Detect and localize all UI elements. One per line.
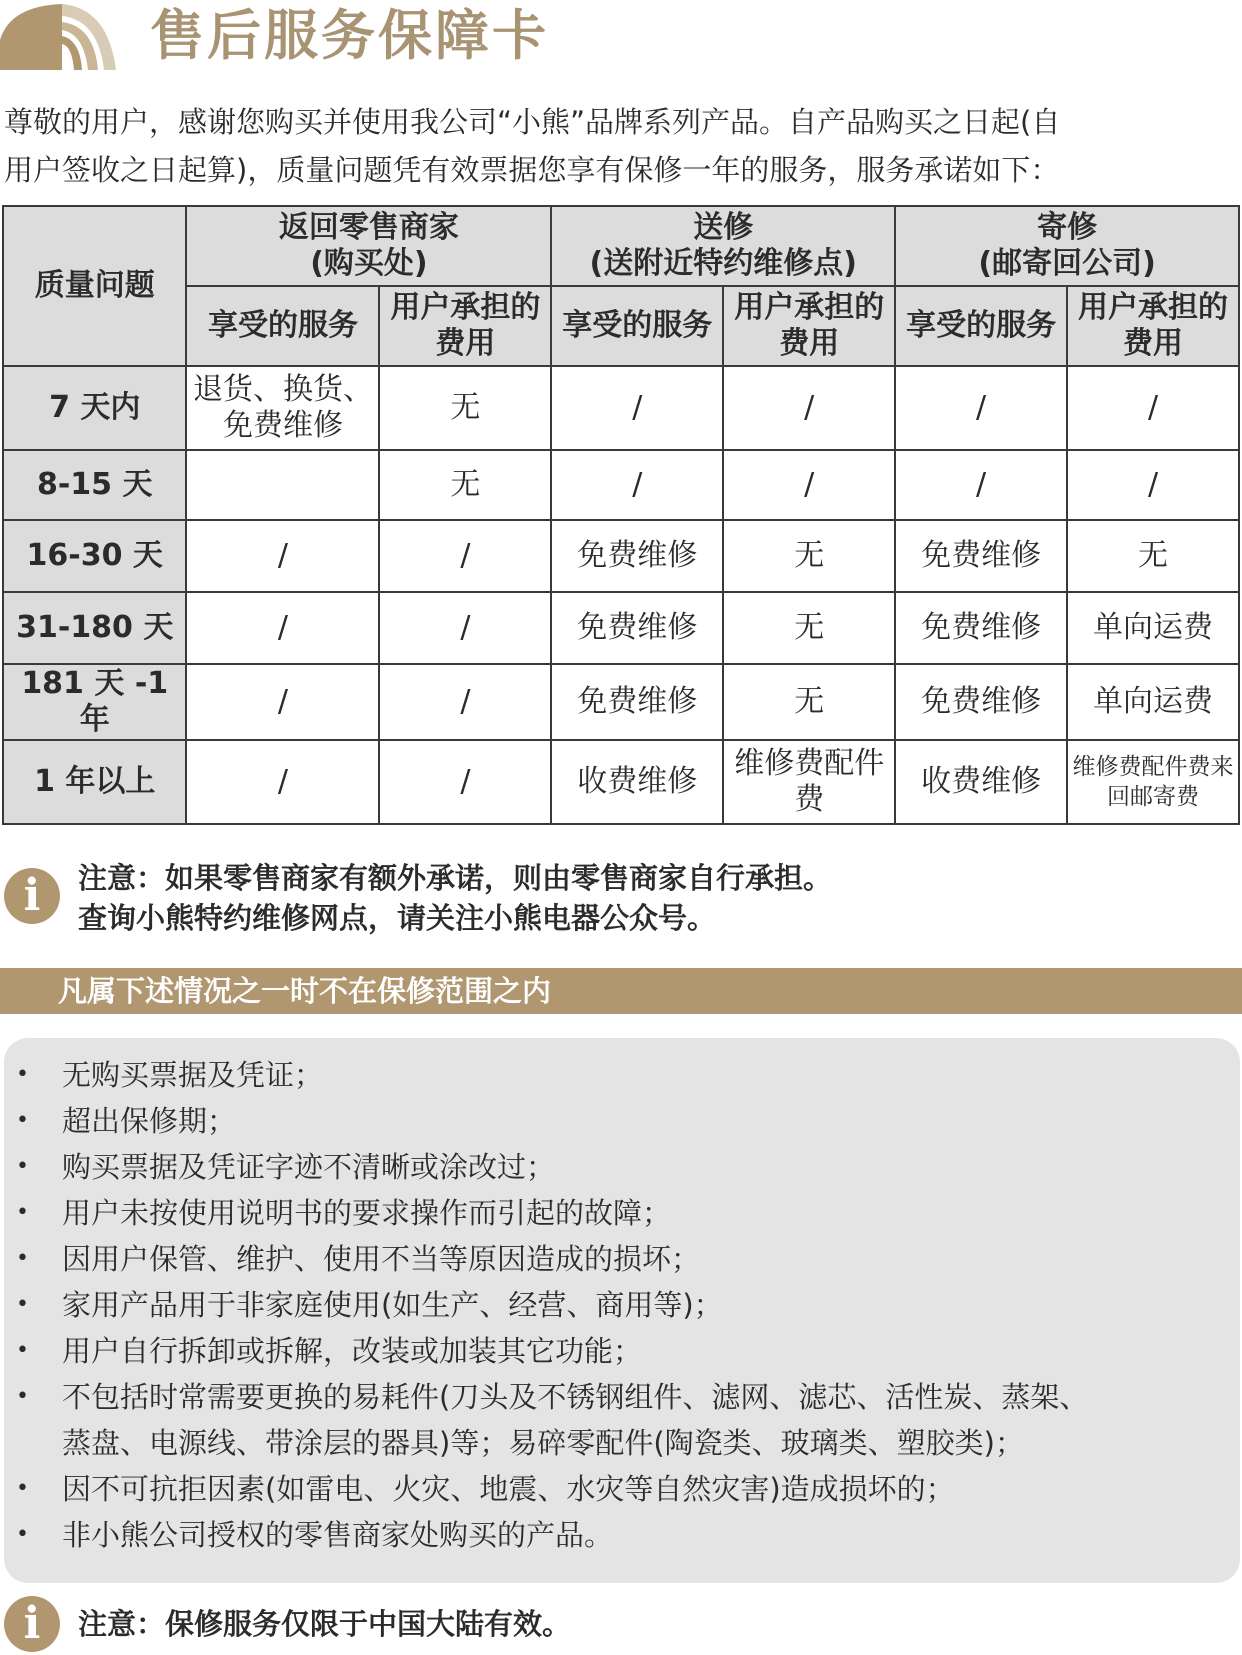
- list-item: • 无购买票据及凭证；: [4, 1052, 1240, 1098]
- subheader-service: 享受的服务: [895, 286, 1067, 366]
- note-line-2: 查询小熊特约维修网点，请关注小熊电器公众号。: [78, 901, 717, 935]
- exclusions-heading: 凡属下述情况之一时不在保修范围之内: [58, 974, 552, 1008]
- list-item: • 家用产品用于非家庭使用(如生产、经营、商用等)；: [4, 1282, 1240, 1328]
- table-cell: /: [379, 592, 551, 664]
- group-subtitle: (购买处): [310, 246, 428, 282]
- intro-paragraph: [4, 98, 1234, 194]
- table-cell: /: [186, 520, 379, 592]
- table-cell: /: [723, 450, 895, 520]
- list-item: • 超出保修期；: [4, 1098, 1240, 1144]
- list-item-line: • 不包括时常需要更换的易耗件(刀头及不锈钢组件、滤网、滤芯、活性炭、蒸架、: [62, 1380, 1089, 1414]
- subheader-cost: 用户承担的费用: [1067, 286, 1239, 366]
- table-cell: 单向运费: [1067, 592, 1239, 664]
- table-cell: 收费维修: [551, 740, 723, 824]
- info-icon: i: [4, 1596, 60, 1652]
- table-cell: /: [723, 366, 895, 450]
- table-cell: /: [1067, 366, 1239, 450]
- list-item: [4, 1374, 1240, 1466]
- exclusions-list: [4, 1038, 1240, 1558]
- period-cell: 181 天 -1 年: [3, 664, 186, 740]
- table-cell: /: [551, 366, 723, 450]
- note-line-1: 注意：如果零售商家有额外承诺，则由零售商家自行承担。: [78, 861, 833, 895]
- group-title: 寄修: [1037, 210, 1098, 246]
- table-cell: 维修费配件费来回邮寄费: [1067, 740, 1239, 824]
- table-cell: 免费维修: [895, 520, 1067, 592]
- table-cell: 无: [723, 592, 895, 664]
- table-row: [3, 740, 1239, 824]
- table-cell: 单向运费: [1067, 664, 1239, 740]
- exclusions-panel: [4, 1038, 1240, 1583]
- list-item: • 因用户保管、维护、使用不当等原因造成的损坏；: [4, 1236, 1240, 1282]
- header: [0, 0, 1242, 78]
- group-subtitle: (送附近特约维修点): [589, 246, 857, 282]
- list-item: • 用户未按使用说明书的要求操作而引起的故障；: [4, 1190, 1240, 1236]
- table-row: [3, 450, 1239, 520]
- group-title: 送修: [693, 210, 754, 246]
- retailer-note: [0, 858, 1242, 948]
- period-cell: 31-180 天: [3, 592, 186, 664]
- table-cell: 免费维修: [551, 520, 723, 592]
- exclusions-heading-band: [0, 968, 1242, 1014]
- list-item-line: 蒸盘、电源线、带涂层的器具)等；易碎零配件(陶瓷类、玻璃类、塑胶类)；: [62, 1426, 1024, 1460]
- period-cell: 8-15 天: [3, 450, 186, 520]
- period-cell: 16-30 天: [3, 520, 186, 592]
- table-cell: 收费维修: [895, 740, 1067, 824]
- table-cell: 无: [723, 520, 895, 592]
- quality-header: 质量问题: [3, 206, 186, 366]
- table-cell: 免费维修: [551, 592, 723, 664]
- table-cell: /: [1067, 450, 1239, 520]
- table-cell: /: [186, 592, 379, 664]
- table-cell: /: [186, 664, 379, 740]
- table-cell: 维修费配件费: [723, 740, 895, 824]
- subheader-cost: 用户承担的费用: [723, 286, 895, 366]
- table-cell: /: [379, 520, 551, 592]
- table-cell: 免费维修: [895, 664, 1067, 740]
- table-cell: 无: [379, 450, 551, 520]
- list-item: • 购买票据及凭证字迹不清晰或涂改过；: [4, 1144, 1240, 1190]
- brand-logo-icon: [0, 0, 130, 70]
- table-row: [3, 664, 1239, 740]
- table-cell: /: [551, 450, 723, 520]
- intro-line-2: 用户签收之日起算)，质量问题凭有效票据您享有保修一年的服务，服务承诺如下：: [4, 153, 1060, 187]
- table-cell: 无: [379, 366, 551, 450]
- list-item: • 非小熊公司授权的零售商家处购买的产品。: [4, 1512, 1240, 1558]
- table-cell: /: [379, 740, 551, 824]
- region-note: [0, 1596, 1242, 1652]
- group-title: 返回零售商家: [278, 210, 459, 246]
- subheader-service: 享受的服务: [186, 286, 379, 366]
- table-cell: [186, 450, 379, 520]
- table-cell: 免费维修: [551, 664, 723, 740]
- period-cell: 1 年以上: [3, 740, 186, 824]
- subheader-cost: 用户承担的费用: [379, 286, 551, 366]
- table-cell: 无: [1067, 520, 1239, 592]
- service-table: [2, 205, 1240, 825]
- table-cell: /: [895, 450, 1067, 520]
- group-header-retailer: [186, 206, 551, 286]
- group-header-mail: [895, 206, 1239, 286]
- intro-line-1: 尊敬的用户，感谢您购买并使用我公司“小熊”品牌系列产品。自产品购买之日起(自: [4, 105, 1061, 139]
- table-cell: /: [186, 740, 379, 824]
- table-row: [3, 520, 1239, 592]
- table-row: [3, 592, 1239, 664]
- table-row: [3, 366, 1239, 450]
- list-item: • 用户自行拆卸或拆解，改装或加装其它功能；: [4, 1328, 1240, 1374]
- info-icon: i: [4, 868, 60, 924]
- table-cell: 无: [723, 664, 895, 740]
- group-subtitle: (邮寄回公司): [978, 246, 1156, 282]
- subheader-service: 享受的服务: [551, 286, 723, 366]
- period-cell: 7 天内: [3, 366, 186, 450]
- group-header-repair: [551, 206, 895, 286]
- list-item: • 因不可抗拒因素(如雷电、火灾、地震、水灾等自然灾害)造成损坏的；: [4, 1466, 1240, 1512]
- table-cell: 免费维修: [895, 592, 1067, 664]
- page-title: 售后服务保障卡: [150, 4, 549, 67]
- table-cell: /: [895, 366, 1067, 450]
- table-cell: /: [379, 664, 551, 740]
- table-cell: 退货、换货、免费维修: [186, 366, 379, 450]
- region-note-text: 注意：保修服务仅限于中国大陆有效。: [78, 1607, 572, 1641]
